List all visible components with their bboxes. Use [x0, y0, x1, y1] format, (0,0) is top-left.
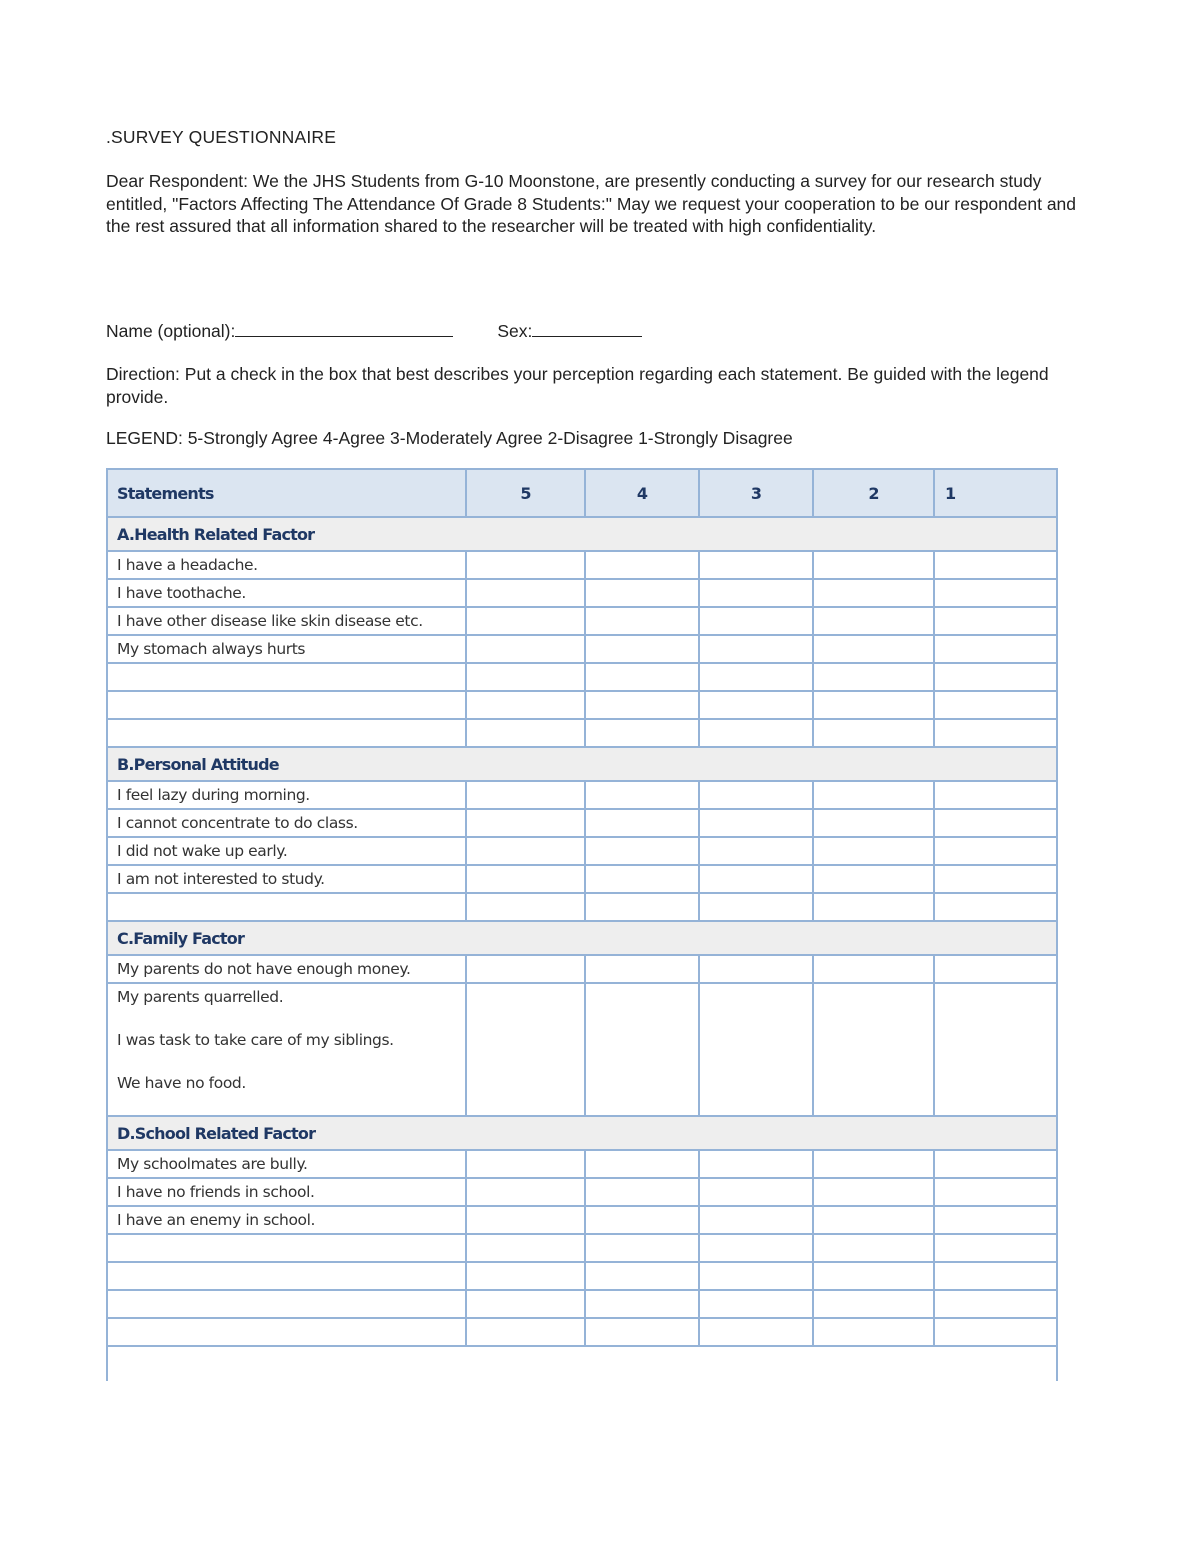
rating-checkbox-cell[interactable] [813, 809, 934, 837]
rating-checkbox-cell[interactable] [466, 607, 585, 635]
rating-checkbox-cell[interactable] [585, 1318, 699, 1346]
table-row [107, 1346, 1057, 1381]
rating-checkbox-cell[interactable] [934, 1178, 1057, 1206]
rating-checkbox-cell[interactable] [585, 1150, 699, 1178]
statement-cell: I have toothache. [107, 579, 466, 607]
rating-checkbox-cell[interactable] [466, 719, 585, 747]
rating-checkbox-cell[interactable] [466, 551, 585, 579]
rating-checkbox-cell[interactable] [813, 691, 934, 719]
rating-checkbox-cell[interactable] [813, 1234, 934, 1262]
table-row [107, 551, 1057, 579]
rating-checkbox-cell[interactable] [585, 893, 699, 921]
rating-checkbox-cell[interactable] [813, 893, 934, 921]
rating-checkbox-cell[interactable] [466, 865, 585, 893]
rating-checkbox-cell[interactable] [813, 1150, 934, 1178]
rating-checkbox-cell[interactable] [813, 983, 934, 1116]
rating-checkbox-cell[interactable] [699, 955, 813, 983]
rating-checkbox-cell[interactable] [699, 809, 813, 837]
statement-cell [107, 691, 466, 719]
rating-checkbox-cell[interactable] [813, 719, 934, 747]
rating-checkbox-cell[interactable] [466, 1234, 585, 1262]
table-row [107, 1262, 1057, 1290]
statement-cell [107, 663, 466, 691]
survey-table [106, 468, 1058, 1381]
rating-checkbox-cell[interactable] [934, 865, 1057, 893]
rating-checkbox-cell[interactable] [813, 607, 934, 635]
statement-cell [107, 1262, 466, 1290]
rating-checkbox-cell[interactable] [813, 663, 934, 691]
table-row [107, 719, 1057, 747]
category-row [107, 517, 1057, 551]
table-row [107, 1206, 1057, 1234]
rating-checkbox-cell[interactable] [699, 1234, 813, 1262]
column-header: Statements [107, 469, 466, 517]
rating-checkbox-cell[interactable] [934, 579, 1057, 607]
rating-checkbox-cell[interactable] [934, 1234, 1057, 1262]
table-row [107, 893, 1057, 921]
rating-checkbox-cell[interactable] [813, 865, 934, 893]
rating-checkbox-cell[interactable] [699, 1318, 813, 1346]
statement-cell: I have an enemy in school. [107, 1206, 466, 1234]
table-row [107, 1290, 1057, 1318]
table-row [107, 809, 1057, 837]
rating-checkbox-cell[interactable] [934, 551, 1057, 579]
rating-checkbox-cell[interactable] [813, 837, 934, 865]
column-header: 1 [934, 469, 1057, 517]
rating-checkbox-cell[interactable] [813, 1290, 934, 1318]
rating-checkbox-cell[interactable] [934, 1206, 1057, 1234]
rating-checkbox-cell[interactable] [699, 1150, 813, 1178]
sex-label: Sex: [497, 321, 533, 341]
rating-checkbox-cell[interactable] [466, 663, 585, 691]
rating-checkbox-cell[interactable] [699, 607, 813, 635]
rating-checkbox-cell[interactable] [466, 635, 585, 663]
rating-checkbox-cell[interactable] [813, 579, 934, 607]
rating-checkbox-cell[interactable] [699, 663, 813, 691]
statement-cell [107, 1234, 466, 1262]
rating-checkbox-cell[interactable] [699, 865, 813, 893]
rating-checkbox-cell[interactable] [466, 983, 585, 1116]
statement-cell [107, 1318, 466, 1346]
rating-checkbox-cell[interactable] [934, 955, 1057, 983]
sex-blank[interactable] [532, 320, 642, 337]
rating-checkbox-cell[interactable] [934, 837, 1057, 865]
rating-checkbox-cell[interactable] [466, 1318, 585, 1346]
category-row [107, 921, 1057, 955]
rating-checkbox-cell[interactable] [934, 809, 1057, 837]
rating-checkbox-cell[interactable] [585, 719, 699, 747]
statement-cell [107, 719, 466, 747]
rating-checkbox-cell[interactable] [466, 1290, 585, 1318]
statement-cell: My schoolmates are bully. [107, 1150, 466, 1178]
rating-checkbox-cell[interactable] [813, 781, 934, 809]
table-row [107, 691, 1057, 719]
rating-checkbox-cell[interactable] [699, 551, 813, 579]
statement-cell: I am not interested to study. [107, 865, 466, 893]
rating-checkbox-cell[interactable] [585, 663, 699, 691]
rating-checkbox-cell[interactable] [813, 1206, 934, 1234]
rating-checkbox-cell[interactable] [934, 1262, 1057, 1290]
statement-cell [107, 1290, 466, 1318]
rating-checkbox-cell[interactable] [466, 1206, 585, 1234]
statement-line: I was task to take care of my siblings. [117, 1031, 394, 1049]
intro-paragraph: Dear Respondent: We the JHS Students from G-10 Moonstone, are presently conducting a survey for our research study entitled, "Factors Affecting The Attendance Of Grade 8 Students:" May we request your cooperation to be our respondent and the rest assured that all information shared to the researcher will be treated with high confidentiality. [106, 171, 1077, 236]
rating-checkbox-cell[interactable] [813, 1262, 934, 1290]
rating-checkbox-cell[interactable] [699, 837, 813, 865]
rating-checkbox-cell[interactable] [585, 809, 699, 837]
rating-checkbox-cell[interactable] [699, 1290, 813, 1318]
statement-cell: I did not wake up early. [107, 837, 466, 865]
rating-checkbox-cell[interactable] [699, 719, 813, 747]
direction-text: Direction: Put a check in the box that best describes your perception regarding each statement. Be guided with the legend provide. [106, 364, 1049, 407]
statement-cell: I have no friends in school. [107, 1178, 466, 1206]
table-row [107, 837, 1057, 865]
table-row [107, 1150, 1057, 1178]
rating-checkbox-cell[interactable] [585, 983, 699, 1116]
category-row [107, 747, 1057, 781]
rating-checkbox-cell[interactable] [466, 1150, 585, 1178]
statement-cell: My parents do not have enough money. [107, 955, 466, 983]
rating-checkbox-cell[interactable] [585, 1290, 699, 1318]
rating-checkbox-cell[interactable] [585, 551, 699, 579]
name-label: Name (optional): [106, 321, 236, 341]
rating-checkbox-cell[interactable] [934, 893, 1057, 921]
rating-checkbox-cell[interactable] [934, 719, 1057, 747]
rating-checkbox-cell[interactable] [699, 781, 813, 809]
rating-checkbox-cell[interactable] [934, 781, 1057, 809]
statement-line: My parents quarrelled. [117, 988, 284, 1006]
column-header: 3 [699, 469, 813, 517]
rating-checkbox-cell[interactable] [813, 551, 934, 579]
rating-checkbox-cell[interactable] [466, 579, 585, 607]
statement-cell: I feel lazy during morning. [107, 781, 466, 809]
rating-checkbox-cell[interactable] [466, 809, 585, 837]
rating-checkbox-cell[interactable] [934, 691, 1057, 719]
rating-checkbox-cell[interactable] [466, 1262, 585, 1290]
statement-cell: I have a headache. [107, 551, 466, 579]
statement-cell: I cannot concentrate to do class. [107, 809, 466, 837]
name-blank[interactable] [235, 320, 453, 337]
rating-checkbox-cell[interactable] [699, 579, 813, 607]
rating-checkbox-cell[interactable] [585, 579, 699, 607]
rating-checkbox-cell[interactable] [934, 983, 1057, 1116]
statement-cell [107, 893, 466, 921]
rating-checkbox-cell[interactable] [699, 893, 813, 921]
legend-text: LEGEND: 5-Strongly Agree 4-Agree 3-Moderately Agree 2-Disagree 1-Strongly Disagree [106, 428, 793, 448]
rating-checkbox-cell[interactable] [699, 1262, 813, 1290]
rating-checkbox-cell[interactable] [466, 893, 585, 921]
rating-checkbox-cell[interactable] [466, 1178, 585, 1206]
rating-checkbox-cell[interactable] [466, 691, 585, 719]
column-header: 4 [585, 469, 699, 517]
rating-checkbox-cell[interactable] [813, 1318, 934, 1346]
rating-checkbox-cell[interactable] [934, 635, 1057, 663]
rating-checkbox-cell[interactable] [934, 607, 1057, 635]
rating-checkbox-cell[interactable] [585, 691, 699, 719]
table-row [107, 865, 1057, 893]
statement-cell: My stomach always hurts [107, 635, 466, 663]
rating-checkbox-cell[interactable] [813, 1178, 934, 1206]
rating-checkbox-cell[interactable] [934, 663, 1057, 691]
rating-checkbox-cell[interactable] [585, 865, 699, 893]
rating-checkbox-cell[interactable] [934, 1318, 1057, 1346]
rating-checkbox-cell[interactable] [699, 691, 813, 719]
table-row [107, 1318, 1057, 1346]
rating-checkbox-cell[interactable] [813, 635, 934, 663]
category-label: B.Personal Attitude [107, 747, 1057, 781]
rating-checkbox-cell[interactable] [585, 837, 699, 865]
statement-cell: I have other disease like skin disease etc. [107, 607, 466, 635]
rating-checkbox-cell[interactable] [585, 635, 699, 663]
category-label: C.Family Factor [107, 921, 1057, 955]
rating-checkbox-cell[interactable] [585, 1178, 699, 1206]
category-label: D.School Related Factor [107, 1116, 1057, 1150]
table-row [107, 781, 1057, 809]
rating-checkbox-cell[interactable] [699, 635, 813, 663]
rating-checkbox-cell[interactable] [585, 1234, 699, 1262]
rating-checkbox-cell[interactable] [699, 1206, 813, 1234]
rating-checkbox-cell[interactable] [585, 1262, 699, 1290]
statement-line: We have no food. [117, 1074, 246, 1092]
rating-checkbox-cell[interactable] [699, 1178, 813, 1206]
rating-checkbox-cell[interactable] [466, 781, 585, 809]
table-row [107, 635, 1057, 663]
rating-checkbox-cell[interactable] [585, 955, 699, 983]
column-header: 2 [813, 469, 934, 517]
rating-checkbox-cell[interactable] [585, 781, 699, 809]
rating-checkbox-cell[interactable] [585, 1206, 699, 1234]
statement-cell [107, 983, 466, 1116]
column-header: 5 [466, 469, 585, 517]
rating-checkbox-cell[interactable] [934, 1150, 1057, 1178]
empty-cell [107, 1346, 1057, 1381]
rating-checkbox-cell[interactable] [699, 983, 813, 1116]
rating-checkbox-cell[interactable] [466, 837, 585, 865]
rating-checkbox-cell[interactable] [466, 955, 585, 983]
table-row [107, 579, 1057, 607]
table-header-row [107, 469, 1057, 517]
table-row [107, 1234, 1057, 1262]
category-row [107, 1116, 1057, 1150]
page-title: .SURVEY QUESTIONNAIRE [106, 127, 337, 147]
table-row [107, 955, 1057, 983]
table-row [107, 663, 1057, 691]
rating-checkbox-cell[interactable] [934, 1290, 1057, 1318]
table-row [107, 983, 1057, 1116]
table-row [107, 1178, 1057, 1206]
category-label: A.Health Related Factor [107, 517, 1057, 551]
table-row [107, 607, 1057, 635]
respondent-info [106, 320, 642, 342]
rating-checkbox-cell[interactable] [813, 955, 934, 983]
rating-checkbox-cell[interactable] [585, 607, 699, 635]
